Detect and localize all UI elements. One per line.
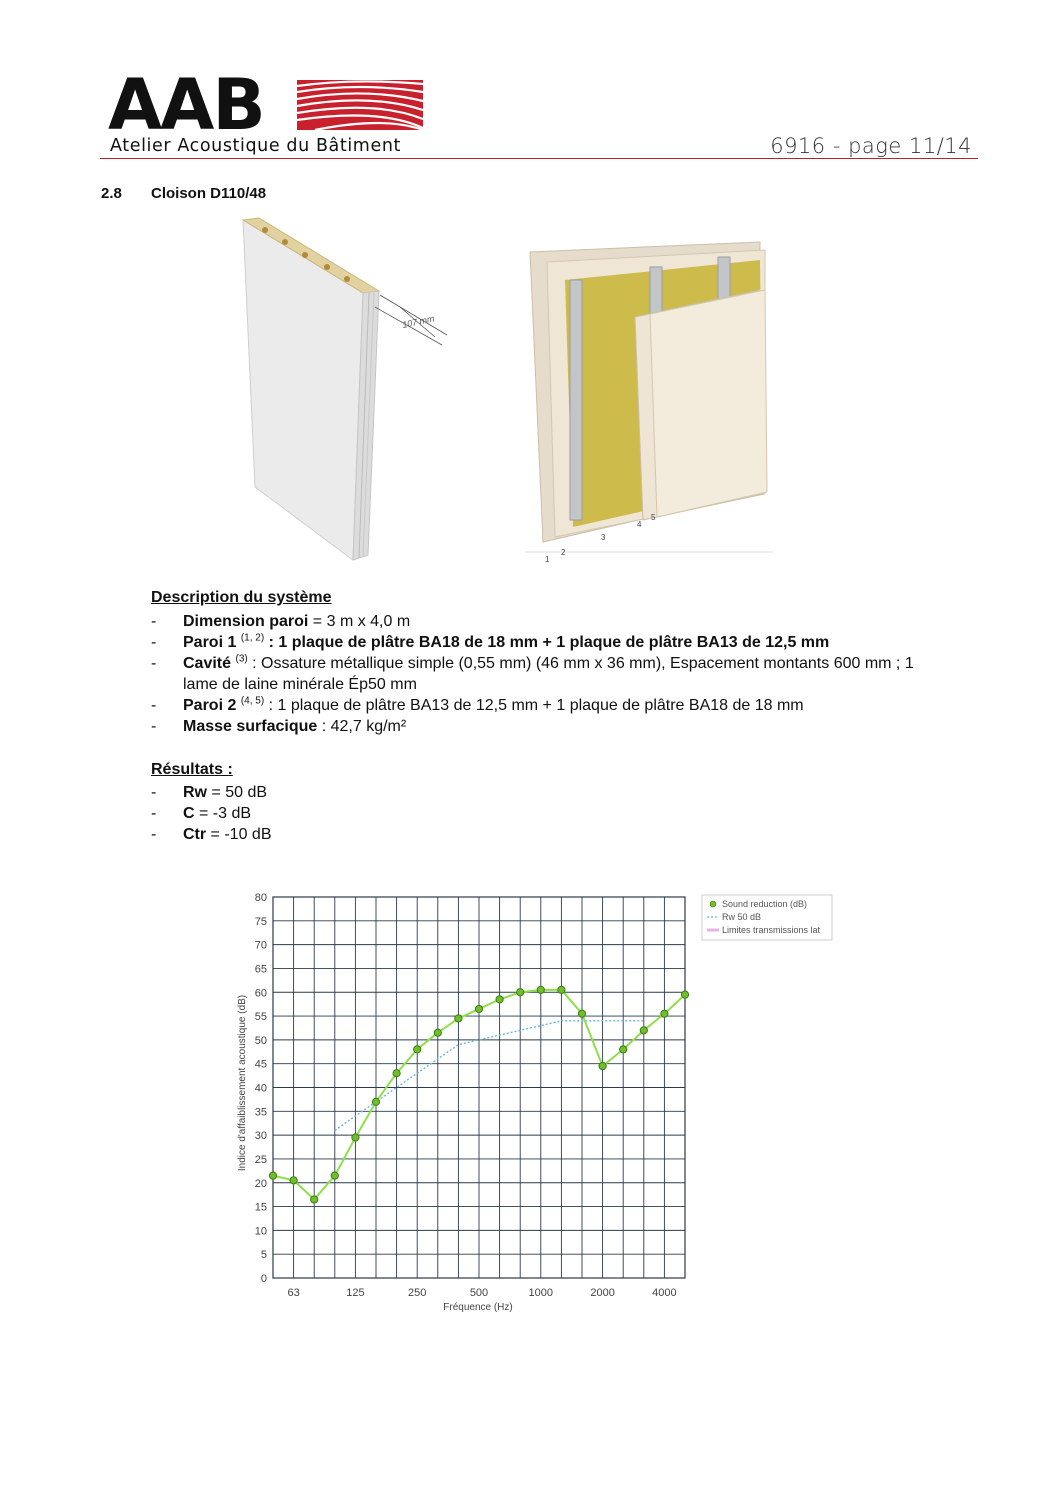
data-point (269, 1172, 276, 1179)
list-item: - Ctr = -10 dB (151, 826, 272, 843)
y-tick-label: 80 (254, 892, 267, 904)
callout-1: 1 (545, 555, 550, 564)
legend-limits: Limites transmissions lat (722, 925, 821, 935)
results-heading: Résultats : (151, 761, 233, 778)
callout-3: 3 (601, 533, 606, 542)
list-item: - Paroi 2 $^{(4, 5)}$ : 1 plaque de plâtre BA13 de 12,5 mm + 1 plaque de plâtre BA18 de 18 mm (151, 695, 804, 714)
page-reference: 6916 - page 11/14 (770, 134, 972, 158)
item-label: Rw (183, 784, 207, 801)
data-point (352, 1134, 359, 1141)
callout-4: 4 (637, 520, 642, 529)
item-text: : 1 plaque de plâtre BA18 de 18 mm + 1 plaque de plâtre BA13 de 12,5 mm (264, 634, 830, 651)
legend-rw: Rw 50 dB (722, 912, 762, 922)
item-text: : 1 plaque de plâtre BA13 de 12,5 mm + 1 plaque de plâtre BA18 de 18 mm (264, 697, 804, 714)
results-list (151, 782, 551, 845)
item-label: Paroi 2 (183, 697, 237, 714)
chart-grid (273, 897, 685, 1278)
callout-2: 2 (561, 548, 566, 557)
y-tick-label: 70 (254, 939, 267, 952)
data-point (517, 989, 524, 996)
list-item: - Cavité $^{(3)}$ : Ossature métallique simple (0,55 mm) (46 mm x 36 mm), Espacement montants 600 mm ; 1 lame de laine minérale Ép50 mm (151, 653, 914, 693)
data-point (537, 986, 544, 993)
data-point (475, 1005, 482, 1012)
list-item: - Paroi 1 $^{(1, 2)}$ : 1 plaque de plâtre BA18 de 18 mm + 1 plaque de plâtre BA13 de 12,5 mm (151, 632, 830, 651)
y-tick-label: 75 (254, 915, 267, 928)
callout-5: 5 (651, 513, 656, 522)
x-tick-label: 500 (469, 1287, 489, 1299)
y-tick-label: 0 (260, 1273, 267, 1285)
list-item: - Dimension paroi = 3 m x 4,0 m (151, 613, 411, 630)
item-label: Dimension paroi (183, 613, 309, 630)
item-label: Paroi 1 (183, 634, 237, 651)
item-label: Cavité (183, 655, 232, 672)
data-point (372, 1098, 379, 1105)
legend-marker-sound (710, 901, 716, 907)
data-point (290, 1177, 297, 1184)
y-tick-label: 45 (254, 1058, 267, 1071)
y-tick-label: 30 (254, 1130, 267, 1143)
y-tick-label: 10 (254, 1225, 267, 1238)
y-tick-label: 35 (254, 1106, 267, 1119)
y-tick-label: 5 (260, 1249, 267, 1262)
x-tick-label: 1000 (528, 1287, 554, 1299)
chart-legend (702, 895, 832, 940)
item-text: = -10 dB (206, 826, 272, 843)
data-point (496, 996, 503, 1003)
y-tick-label: 55 (254, 1011, 267, 1024)
item-label: Masse surfacique (183, 718, 318, 735)
y-tick-label: 65 (254, 963, 267, 976)
y-axis-label: Indice d'affaiblissement acoustique (dB) (237, 994, 248, 1172)
y-tick-label: 40 (254, 1082, 267, 1095)
description-list (151, 611, 951, 737)
y-tick-label: 20 (254, 1177, 267, 1190)
data-point (599, 1062, 606, 1069)
sound-reduction-chart (232, 885, 842, 1325)
data-point (455, 1015, 462, 1022)
list-item: - Rw = 50 dB (151, 784, 268, 801)
y-tick-label: 50 (254, 1034, 267, 1047)
wall-section-illustration (525, 222, 785, 567)
data-point (414, 1046, 421, 1053)
list-item: - C = -3 dB (151, 805, 252, 822)
x-tick-labels (287, 1287, 676, 1299)
item-text: : 42,7 kg/m² (317, 718, 407, 735)
y-tick-label: 60 (254, 987, 267, 1000)
data-point (434, 1029, 441, 1036)
item-label: C (183, 805, 195, 822)
data-point (661, 1010, 668, 1017)
y-tick-labels (255, 892, 267, 1285)
y-tick-label: 25 (254, 1153, 267, 1166)
data-point (640, 1027, 647, 1034)
section-title: Cloison D110/48 (151, 185, 267, 202)
description-heading: Description du système (151, 589, 332, 606)
item-text: = 3 m x 4,0 m (308, 613, 411, 630)
dimension-label: 107 mm (401, 313, 436, 330)
legend-sound-reduction: Sound reduction (dB) (722, 899, 808, 909)
logo-letters: AAB (108, 64, 264, 146)
section-number: 2.8 (101, 185, 122, 202)
x-tick-label: 4000 (652, 1287, 677, 1299)
x-tick-label: 250 (408, 1287, 427, 1299)
data-point (331, 1172, 338, 1179)
data-point (620, 1046, 627, 1053)
x-tick-label: 63 (287, 1287, 300, 1299)
y-tick-label: 15 (254, 1201, 267, 1214)
data-point (558, 986, 565, 993)
logo-subtitle: Atelier Acoustique du Bâtiment (110, 136, 401, 156)
item-sup: (1, 2) (240, 632, 265, 644)
logo-stripes (297, 80, 423, 130)
data-point (311, 1196, 318, 1203)
header-rule (100, 158, 978, 159)
item-sup: (4, 5) (240, 695, 265, 707)
data-point (578, 1010, 585, 1017)
data-point (393, 1070, 400, 1077)
x-tick-label: 125 (346, 1287, 365, 1299)
item-text: = -3 dB (194, 805, 252, 822)
item-text: = 50 dB (207, 784, 268, 801)
list-item: - Masse surfacique : 42,7 kg/m² (151, 718, 407, 735)
x-tick-label: 2000 (590, 1287, 615, 1299)
data-point (681, 991, 688, 998)
item-text: : Ossature métallique simple (0,55 mm) (46 mm x 36 mm), Espacement montants 600 mm ; 1 lame de laine minérale Ép50 mm (183, 655, 914, 693)
item-label: Ctr (183, 826, 207, 843)
wall-panel-illustration (235, 215, 465, 565)
x-axis-label: Fréquence (Hz) (443, 1302, 513, 1313)
item-sup: (3) (235, 653, 248, 665)
